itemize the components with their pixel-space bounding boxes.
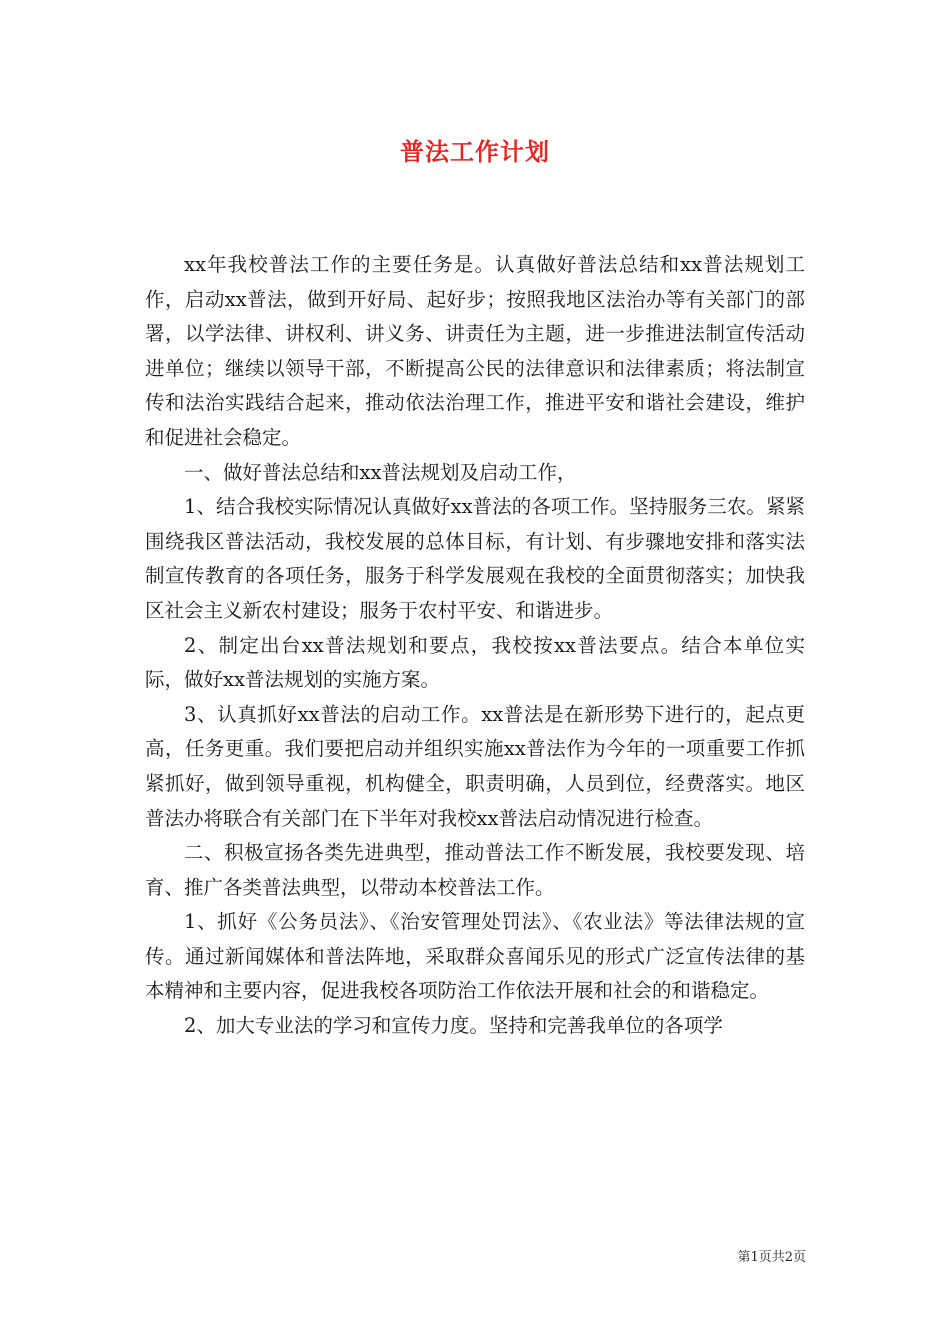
section-heading-1: 一、做好普法总结和xx普法规划及启动工作， [184, 460, 577, 484]
paragraph-1-2: 2、制定出台xx普法规划和要点，我校按xx普法要点。结合本单位实际，做好xx普法规划的实施方案。 [145, 633, 805, 692]
page-number: 第1页共2页 [737, 1250, 806, 1265]
paragraph-intro: xx年我校普法工作的主要任务是。认真做好普法总结和xx普法规划工作，启动xx普法，做到开好局、起好步；按照我地区法治办等有关部门的部署，以学法律、讲权利、讲义务、讲责任为主题，进一步推进法制宣传活动进单位；继续以领导干部，不断提高公民的法律意识和法律素质；将法制宣传和法治实践结合起来，推动依法治理工作，推进平安和谐社会建设，维护和促进社会稳定。 [145, 253, 805, 449]
document-title: 普法工作计划 [400, 137, 550, 166]
section-heading-2: 二、积极宣扬各类先进典型，推动普法工作不断发展，我校要发现、培育、推广各类普法典型，以带动本校普法工作。 [145, 841, 805, 899]
paragraph-2-1: 1、抓好《公务员法》、《治安管理处罚法》、《农业法》等法律法规的宣传。通过新闻媒体和普法阵地，采取群众喜闻乐见的形式广泛宣传法律的基本精神和主要内容，促进我校各项防治工作依法开展和社会的和谐稳定。 [145, 910, 805, 1003]
document-body [145, 248, 805, 1044]
paragraph-2-2: 2、加大专业法的学习和宣传力度。坚持和完善我单位的各项学 [184, 1014, 723, 1038]
paragraph-1-3: 3、认真抓好xx普法的启动工作。xx普法是在新形势下进行的，起点更高，任务更重。我们要把启动并组织实施xx普法作为今年的一项重要工作抓紧抓好，做到领导重视，机构健全，职责明确，人员到位，经费落实。地区普法办将联合有关部门在下半年对我校xx普法启动情况进行检查。 [145, 702, 805, 830]
paragraph-1-1: 1、结合我校实际情况认真做好xx普法的各项工作。坚持服务三农。紧紧围绕我区普法活动，我校发展的总体目标，有计划、有步骤地安排和落实法制宣传教育的各项任务，服务于科学发展观在我校的全面贯彻落实；加快我区社会主义新农村建设；服务于农村平安、和谐进步。 [145, 495, 805, 622]
